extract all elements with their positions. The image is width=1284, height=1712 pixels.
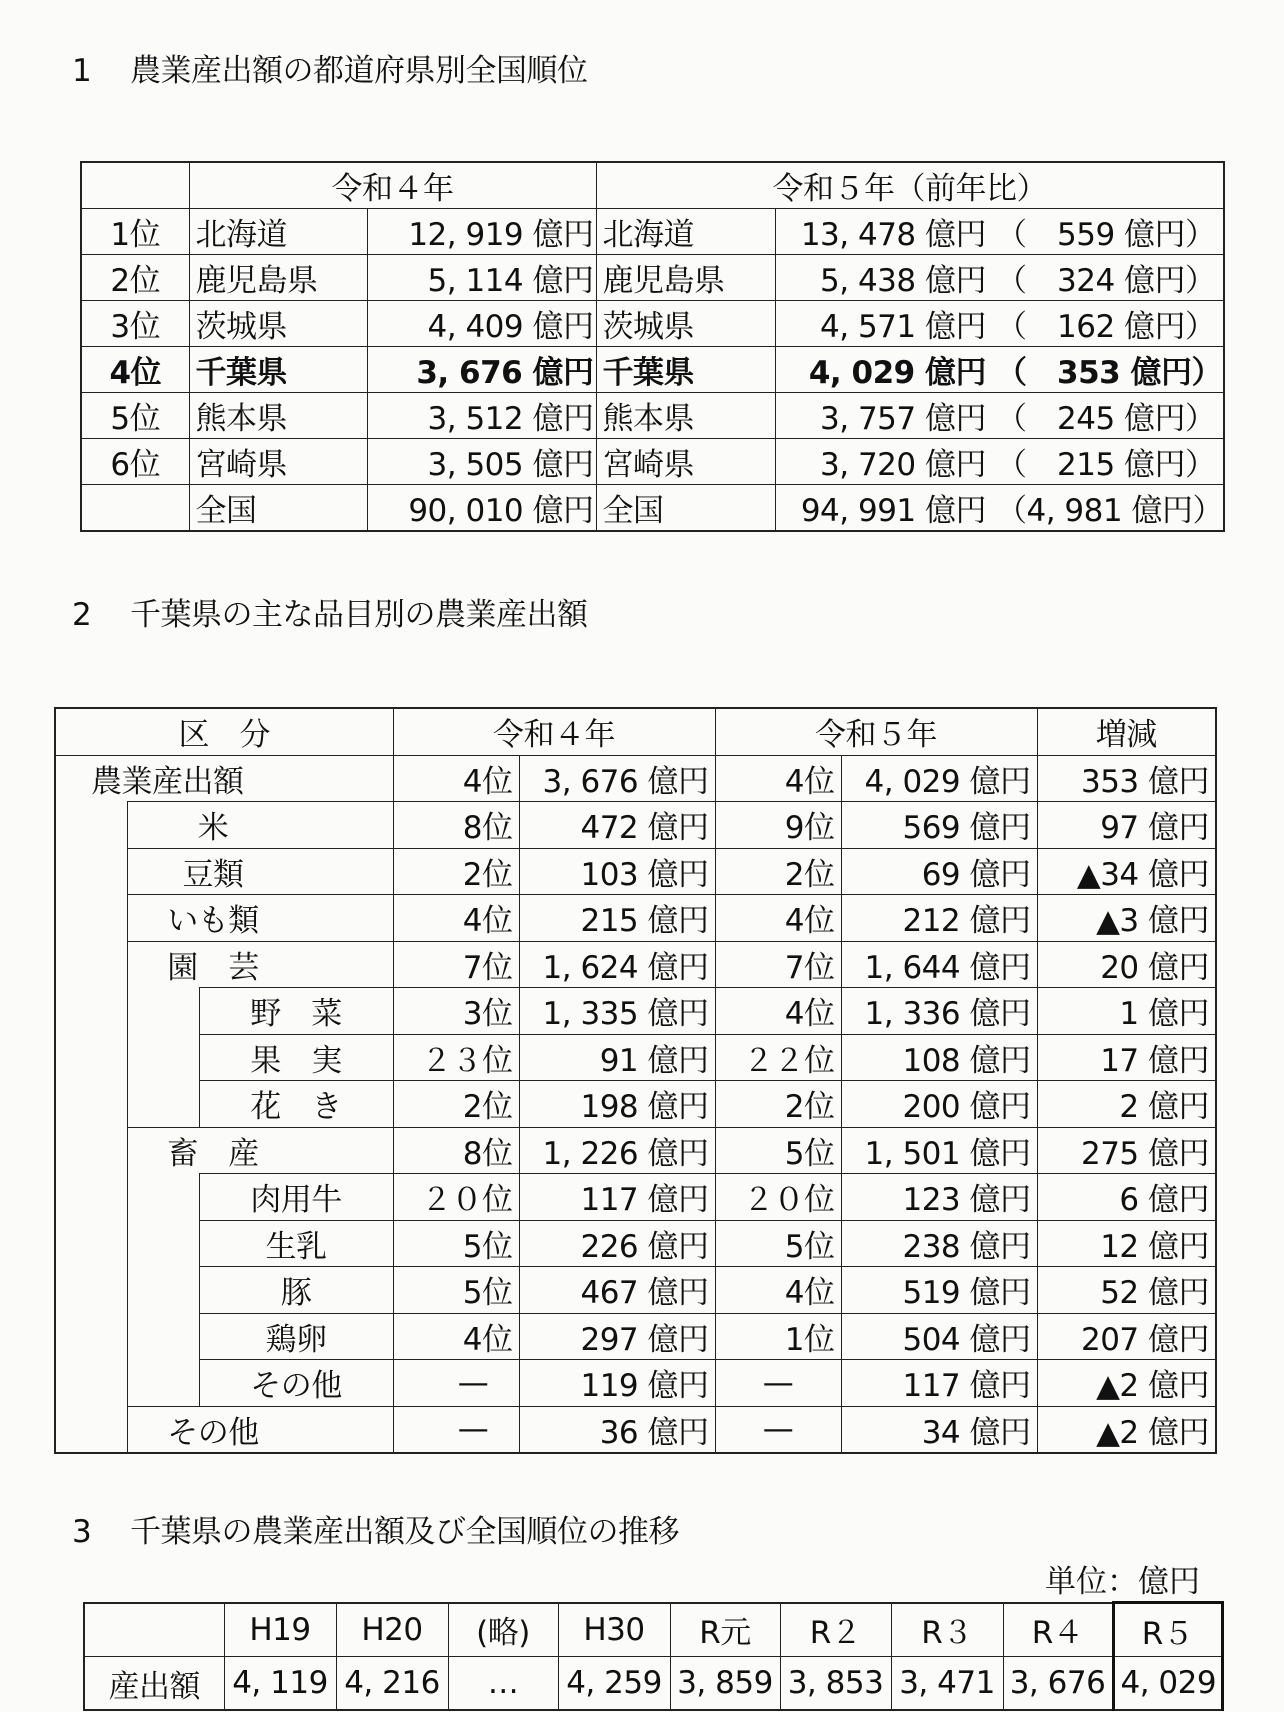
pref-r5-cell: 千葉県	[596, 347, 775, 393]
change-cell: 207 億円	[1037, 1313, 1216, 1360]
indent-spacer	[127, 1034, 199, 1081]
value-r4-cell: 467 億円	[519, 1267, 715, 1314]
value-cell: 3, 859	[670, 1657, 780, 1711]
category-label: 野 菜	[199, 988, 393, 1035]
rank-r4-cell: 4位	[393, 1313, 519, 1360]
rank-r5-cell: 5位	[715, 1220, 841, 1267]
change-cell: 6 億円	[1037, 1174, 1216, 1221]
table-row	[55, 1127, 1216, 1174]
header-r5: 令和５年（前年比）	[596, 162, 1224, 209]
rank-r4-cell: —	[393, 1360, 519, 1407]
indent-spacer	[55, 802, 127, 849]
rank-r5-cell: 2位	[715, 1081, 841, 1128]
header-r4: 令和４年	[189, 162, 596, 209]
pref-r5-cell: 鹿児島県	[596, 255, 775, 301]
table-row-national	[81, 485, 1224, 532]
value-r4-cell: 3, 676 億円	[519, 755, 715, 802]
indent-spacer	[55, 1127, 127, 1174]
pref-r4-cell: 茨城県	[189, 301, 367, 347]
rank-r4-cell: 5位	[393, 1267, 519, 1314]
value-r5-cell: 117 億円	[841, 1360, 1037, 1407]
change-cell: ▲3 億円	[1037, 895, 1216, 942]
category-label: 果 実	[199, 1034, 393, 1081]
year-header-cell: R３	[891, 1603, 1003, 1657]
pref-r4-cell: 北海道	[189, 209, 367, 255]
indent-spacer	[127, 1267, 199, 1314]
indent-spacer	[127, 988, 199, 1035]
pref-r4-cell: 熊本県	[189, 393, 367, 439]
indent-spacer	[55, 1034, 127, 1081]
value-r4-cell: 472 億円	[519, 802, 715, 849]
category-label: その他	[127, 1406, 393, 1453]
value-r4-cell: 226 億円	[519, 1220, 715, 1267]
diff-cell: （4, 981 億円）	[988, 485, 1224, 532]
table-row	[55, 988, 1216, 1035]
rank-r5-cell: —	[715, 1360, 841, 1407]
value-r5-cell: 212 億円	[841, 895, 1037, 942]
prefecture-ranking-table	[80, 161, 1225, 532]
value-r4-cell: 90, 010 億円	[367, 485, 596, 532]
rank-r4-cell: 8位	[393, 1127, 519, 1174]
table-row	[55, 802, 1216, 849]
category-label: 畜 産	[127, 1127, 393, 1174]
value-r5-cell: 3, 757 億円	[775, 393, 988, 439]
rank-r4-cell: 3位	[393, 988, 519, 1035]
value-r5-cell: 34 億円	[841, 1406, 1037, 1453]
value-r4-cell: 198 億円	[519, 1081, 715, 1128]
value-r5-cell: 519 億円	[841, 1267, 1037, 1314]
category-label: 花 き	[199, 1081, 393, 1128]
table-row	[55, 755, 1216, 802]
pref-r5-cell: 宮崎県	[596, 439, 775, 485]
section3-title: 千葉県の農業産出額及び全国順位の推移	[130, 1514, 679, 1550]
value-r5-cell: 200 億円	[841, 1081, 1037, 1128]
pref-r5-cell: 熊本県	[596, 393, 775, 439]
rank-cell: 1位	[81, 209, 189, 255]
rank-r5-cell: ２２位	[715, 1034, 841, 1081]
value-r4-cell: 91 億円	[519, 1034, 715, 1081]
rank-r4-cell: 5位	[393, 1220, 519, 1267]
indent-spacer	[55, 895, 127, 942]
table-row	[55, 895, 1216, 942]
category-label: 米	[127, 802, 393, 849]
value-r4-cell: 36 億円	[519, 1406, 715, 1453]
indent-spacer	[127, 1174, 199, 1221]
value-cell: 4, 119	[224, 1657, 336, 1711]
rank-cell: 6位	[81, 439, 189, 485]
change-cell: 2 億円	[1037, 1081, 1216, 1128]
value-r5-cell: 1, 644 億円	[841, 941, 1037, 988]
pref-r4-cell: 全国	[189, 485, 367, 532]
rank-r5-cell: 5位	[715, 1127, 841, 1174]
value-r4-cell: 5, 114 億円	[367, 255, 596, 301]
pref-r5-cell: 茨城県	[596, 301, 775, 347]
diff-cell: （ 559 億円）	[988, 209, 1224, 255]
indent-spacer	[55, 1313, 127, 1360]
indent-spacer	[55, 1220, 127, 1267]
value-cell: 3, 676	[1003, 1657, 1113, 1711]
table-row	[55, 1220, 1216, 1267]
rank-r4-cell: 2位	[393, 848, 519, 895]
change-cell: 1 億円	[1037, 988, 1216, 1035]
table-row-highlight	[81, 347, 1224, 393]
rank-r5-cell: 2位	[715, 848, 841, 895]
trend-table	[83, 1601, 1224, 1711]
category-label: 園 芸	[127, 941, 393, 988]
pref-r4-cell: 鹿児島県	[189, 255, 367, 301]
table-row	[55, 1081, 1216, 1128]
value-r4-cell: 3, 505 億円	[367, 439, 596, 485]
change-cell: ▲34 億円	[1037, 848, 1216, 895]
diff-cell: （ 353 億円）	[988, 347, 1224, 393]
change-cell: 97 億円	[1037, 802, 1216, 849]
change-cell: 20 億円	[1037, 941, 1216, 988]
rank-r4-cell: 2位	[393, 1081, 519, 1128]
value-cell: 3, 853	[780, 1657, 891, 1711]
value-r4-cell: 3, 512 億円	[367, 393, 596, 439]
rank-r4-cell: 4位	[393, 755, 519, 802]
indent-spacer	[55, 988, 127, 1035]
rank-r4-cell: ２３位	[393, 1034, 519, 1081]
category-label: いも類	[127, 895, 393, 942]
section2-number: 2	[72, 597, 92, 633]
value-r5-cell: 504 億円	[841, 1313, 1037, 1360]
table-row	[55, 1034, 1216, 1081]
table-row	[81, 393, 1224, 439]
rank-r5-cell: 4位	[715, 1267, 841, 1314]
year-header-cell: H20	[336, 1603, 448, 1657]
indent-spacer	[127, 1081, 199, 1128]
table-row	[55, 1406, 1216, 1453]
value-r5-cell: 1, 336 億円	[841, 988, 1037, 1035]
trend-value-row	[84, 1657, 1222, 1711]
pref-r4-cell: 宮崎県	[189, 439, 367, 485]
indent-spacer	[55, 1360, 127, 1407]
value-r5-cell: 238 億円	[841, 1220, 1037, 1267]
change-cell: 17 億円	[1037, 1034, 1216, 1081]
section3-heading	[72, 1506, 679, 1551]
rank-r5-cell: 4位	[715, 988, 841, 1035]
year-header-cell-current: R５	[1113, 1603, 1222, 1657]
value-r5-cell: 13, 478 億円	[775, 209, 988, 255]
year-header-cell: R４	[1003, 1603, 1113, 1657]
rank-r4-cell: 4位	[393, 895, 519, 942]
table-row	[55, 1360, 1216, 1407]
unit-label: 単位：億円	[1045, 1564, 1200, 1600]
value-r5-cell: 94, 991 億円	[775, 485, 988, 532]
rank-r4-cell: 7位	[393, 941, 519, 988]
rank-r5-cell: 7位	[715, 941, 841, 988]
pref-r5-cell: 北海道	[596, 209, 775, 255]
value-r4-cell: 1, 335 億円	[519, 988, 715, 1035]
change-cell: ▲2 億円	[1037, 1406, 1216, 1453]
value-r5-cell: 569 億円	[841, 802, 1037, 849]
row-label: 産出額	[84, 1657, 224, 1711]
rank-cell: 2位	[81, 255, 189, 301]
rank-r5-cell: —	[715, 1406, 841, 1453]
table-row	[55, 941, 1216, 988]
value-cell: 4, 259	[558, 1657, 670, 1711]
rank-cell: 5位	[81, 393, 189, 439]
year-header-cell: H19	[224, 1603, 336, 1657]
change-cell: 353 億円	[1037, 755, 1216, 802]
change-cell: ▲2 億円	[1037, 1360, 1216, 1407]
value-r5-cell: 4, 029 億円	[775, 347, 988, 393]
category-label: 豚	[199, 1267, 393, 1314]
value-r5-cell: 123 億円	[841, 1174, 1037, 1221]
value-r4-cell: 117 億円	[519, 1174, 715, 1221]
category-label: その他	[199, 1360, 393, 1407]
header-r5: 令和５年	[715, 708, 1037, 755]
rank-r4-cell: 8位	[393, 802, 519, 849]
pref-r5-cell: 全国	[596, 485, 775, 532]
rank-r5-cell: 9位	[715, 802, 841, 849]
indent-spacer	[55, 1267, 127, 1314]
value-r4-cell: 4, 409 億円	[367, 301, 596, 347]
value-r4-cell: 1, 226 億円	[519, 1127, 715, 1174]
diff-cell: （ 324 億円）	[988, 255, 1224, 301]
value-cell: 4, 216	[336, 1657, 448, 1711]
value-r4-cell: 119 億円	[519, 1360, 715, 1407]
header-r4: 令和４年	[393, 708, 715, 755]
rank-r4-cell: ２０位	[393, 1174, 519, 1221]
section2-heading	[72, 589, 588, 634]
category-label: 生乳	[199, 1220, 393, 1267]
category-label: 肉用牛	[199, 1174, 393, 1221]
diff-cell: （ 245 億円）	[988, 393, 1224, 439]
rank-cell: 4位	[81, 347, 189, 393]
category-label: 農業産出額	[55, 755, 393, 802]
header-category: 区 分	[55, 708, 393, 755]
change-cell: 52 億円	[1037, 1267, 1216, 1314]
table-row	[81, 301, 1224, 347]
rank-cell	[81, 485, 189, 532]
indent-spacer	[55, 1174, 127, 1221]
corner-cell	[81, 162, 189, 209]
rank-cell: 3位	[81, 301, 189, 347]
indent-spacer	[127, 1220, 199, 1267]
category-label: 鶏卵	[199, 1313, 393, 1360]
table-row	[55, 1174, 1216, 1221]
indent-spacer	[127, 1313, 199, 1360]
year-header-cell: R２	[780, 1603, 891, 1657]
value-r5-cell: 108 億円	[841, 1034, 1037, 1081]
value-r4-cell: 215 億円	[519, 895, 715, 942]
diff-cell: （ 162 億円）	[988, 301, 1224, 347]
table-row	[81, 209, 1224, 255]
change-cell: 12 億円	[1037, 1220, 1216, 1267]
rank-r5-cell: 4位	[715, 895, 841, 942]
value-r4-cell: 12, 919 億円	[367, 209, 596, 255]
table-row	[55, 1267, 1216, 1314]
value-r5-cell: 69 億円	[841, 848, 1037, 895]
value-r4-cell: 297 億円	[519, 1313, 715, 1360]
year-header-cell: H30	[558, 1603, 670, 1657]
value-r5-cell: 5, 438 億円	[775, 255, 988, 301]
indent-spacer	[55, 1081, 127, 1128]
value-cell-current: 4, 029	[1113, 1657, 1222, 1711]
section2-title: 千葉県の主な品目別の農業産出額	[130, 597, 588, 633]
header-change: 増減	[1037, 708, 1216, 755]
rank-r4-cell: —	[393, 1406, 519, 1453]
rank-r5-cell: ２０位	[715, 1174, 841, 1221]
value-r5-cell: 4, 029 億円	[841, 755, 1037, 802]
rank-r5-cell: 4位	[715, 755, 841, 802]
section1-number: 1	[72, 53, 92, 89]
diff-cell: （ 215 億円）	[988, 439, 1224, 485]
category-label: 豆類	[127, 848, 393, 895]
section3-number: 3	[72, 1514, 92, 1550]
year-header-cell: (略)	[448, 1603, 558, 1657]
value-r5-cell: 3, 720 億円	[775, 439, 988, 485]
item-output-table	[54, 707, 1217, 1454]
change-cell: 275 億円	[1037, 1127, 1216, 1174]
rank-r5-cell: 1位	[715, 1313, 841, 1360]
value-r4-cell: 1, 624 億円	[519, 941, 715, 988]
indent-spacer	[127, 1360, 199, 1407]
section1-title: 農業産出額の都道府県別全国順位	[130, 53, 588, 89]
pref-r4-cell: 千葉県	[189, 347, 367, 393]
trend-header-row	[84, 1603, 1222, 1657]
section1-heading	[72, 45, 588, 90]
value-r5-cell: 1, 501 億円	[841, 1127, 1037, 1174]
value-cell: 3, 471	[891, 1657, 1003, 1711]
value-r4-cell: 103 億円	[519, 848, 715, 895]
table-row	[81, 255, 1224, 301]
table-row	[81, 439, 1224, 485]
indent-spacer	[55, 1406, 127, 1453]
year-header-cell	[84, 1603, 224, 1657]
table-row	[55, 848, 1216, 895]
value-r4-cell: 3, 676 億円	[367, 347, 596, 393]
value-cell: …	[448, 1657, 558, 1711]
table-row	[55, 1313, 1216, 1360]
indent-spacer	[55, 941, 127, 988]
value-r5-cell: 4, 571 億円	[775, 301, 988, 347]
indent-spacer	[55, 848, 127, 895]
year-header-cell: R元	[670, 1603, 780, 1657]
